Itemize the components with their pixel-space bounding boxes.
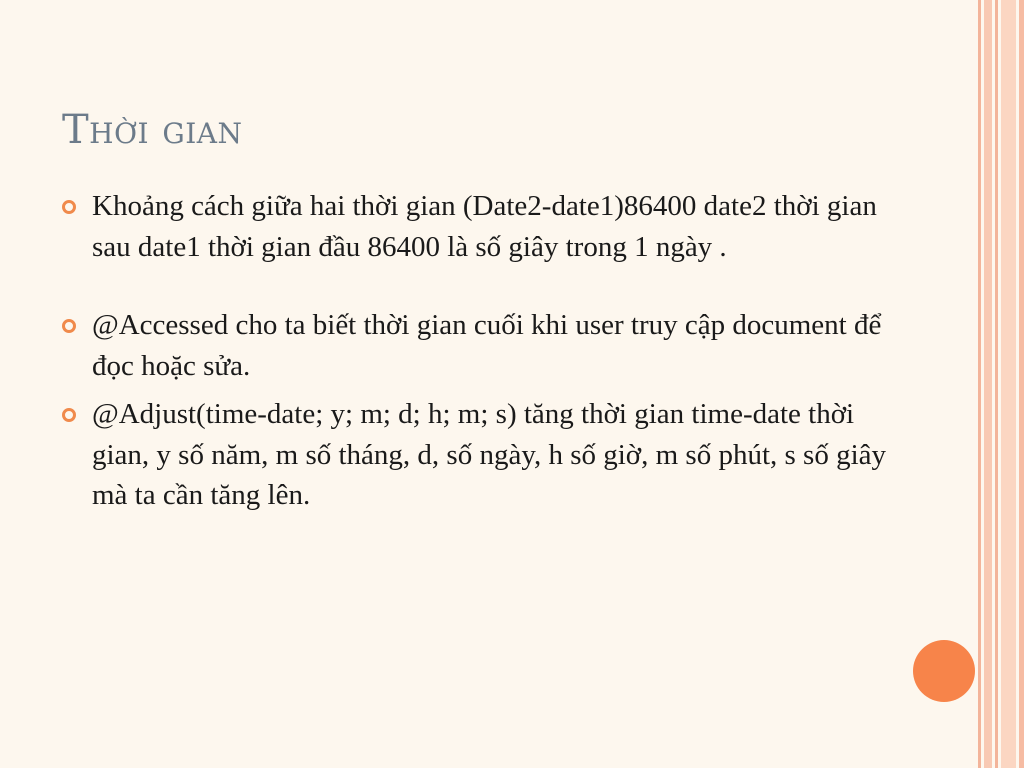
bullet-circle-icon [62, 319, 76, 333]
bullet-item [62, 186, 892, 267]
bullet-item [62, 394, 892, 516]
decorative-stripe [978, 0, 981, 768]
bullet-text: @Adjust(time-date; y; m; d; h; m; s) tăng thời gian time-date thời gian, y số năm, m số tháng, d, số ngày, h số giờ, m số phút, s số giây mà ta cần tăng lên. [92, 398, 887, 511]
decorative-stripe [1001, 0, 1016, 768]
decorative-stripe [995, 0, 998, 768]
bullet-circle-icon [62, 200, 76, 214]
slide-title: Thời gian [62, 107, 243, 153]
decorative-orange-circle [913, 640, 975, 702]
bullet-item [62, 305, 892, 386]
decorative-stripe [984, 0, 992, 768]
bullet-circle-icon [62, 408, 76, 422]
decorative-stripe [1019, 0, 1024, 768]
bullet-text: @Accessed cho ta biết thời gian cuối khi user truy cập document để đọc hoặc sửa. [92, 309, 882, 382]
bullet-text: Khoảng cách giữa hai thời gian (Date2-date1)86400 date2 thời gian sau date1 thời gian đầu 86400 là số giây trong 1 ngày . [92, 190, 877, 263]
bullet-list [62, 186, 892, 516]
